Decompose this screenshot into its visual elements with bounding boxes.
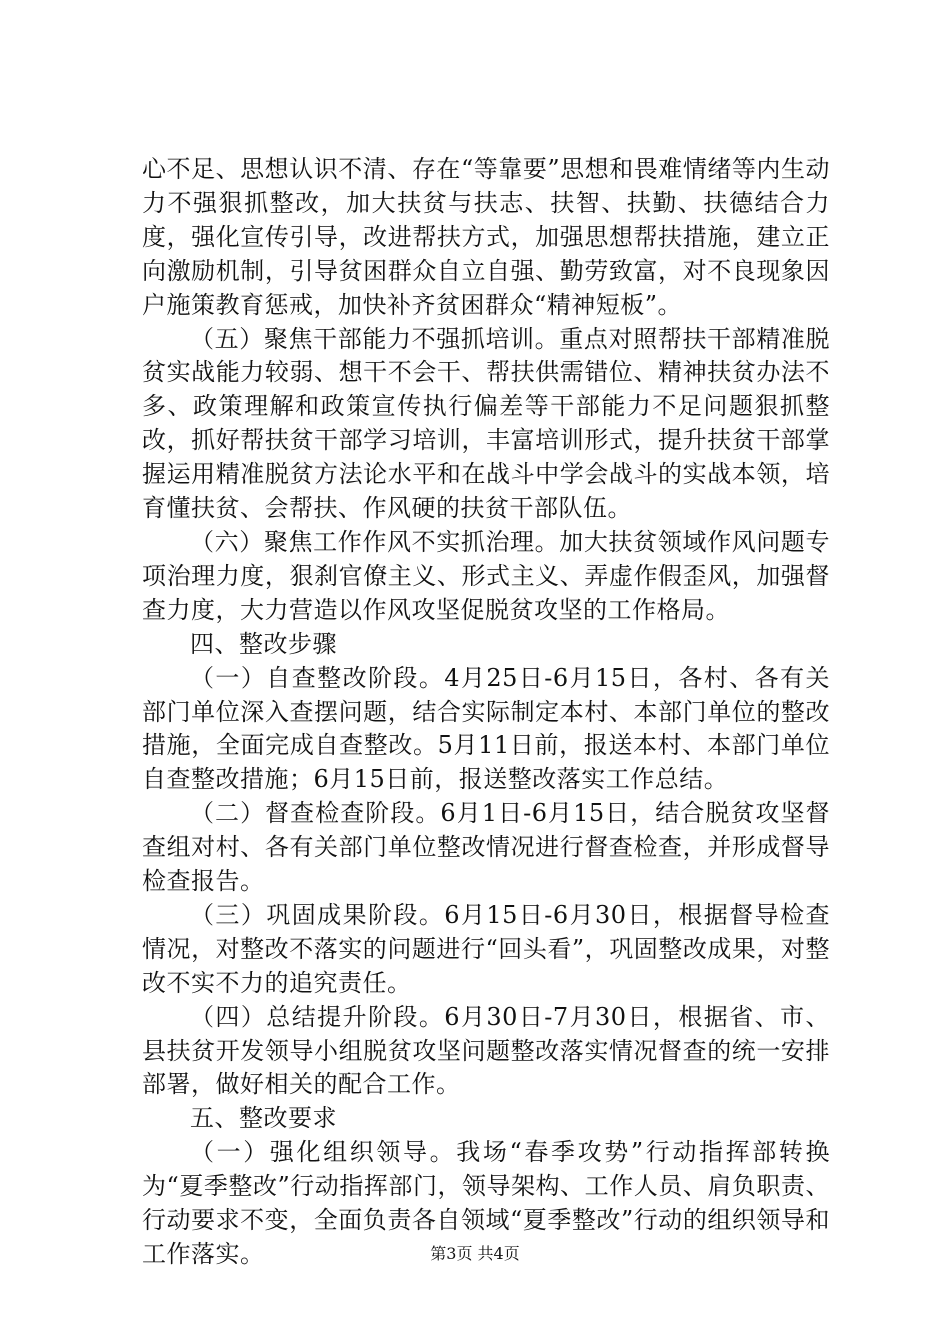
paragraph-leadership: （一）强化组织领导。我场“春季攻势”行动指挥部转换为“夏季整改”行动指挥部门，领导架构、工作人员、肩负职责、行动要求不变，全面负责各自领域“夏季整改”行动的组织领导和工作落实。 [142, 1138, 830, 1268]
paragraph-consolidation: （三）巩固成果阶段。6月15日-6月30日，根据督导检查情况，对整改不落实的问题进行“回头看”，巩固整改成果，对整改不实不力的追究责任。 [142, 900, 830, 997]
paragraph-self-inspection: （一）自查整改阶段。4月25日-6月15日，各村、各有关部门单位深入查摆问题，结合实际制定本村、本部门单位的整改措施，全面完成自查整改。5月11日前，报送本村、本部门单位自查整改措施；6月15日前，报送整改落实工作总结。 [142, 663, 830, 794]
paragraph-summary: （四）总结提升阶段。6月30日-7月30日，根据省、市、县扶贫开发领导小组脱贫攻坚问题整改落实情况督查的统一安排部署，做好相关的配合工作。 [142, 1002, 830, 1099]
paragraph-continuation: 心不足、思想认识不清、存在“等靠要”思想和畏难情绪等内生动力不强狠抓整改，加大扶贫与扶志、扶智、扶勤、扶德结合力度，强化宣传引导，改进帮扶方式，加强思想帮扶措施，建立正向激励机制，引导贫困群众自立自强、勤劳致富，对不良现象因户施策教育惩戒，加快补齐贫困群众“精神短板”。 [142, 155, 830, 319]
section-heading-steps: 四、整改步骤 [190, 629, 337, 658]
document-body [142, 153, 830, 1272]
paragraph-work-style: （六）聚焦工作作风不实抓治理。加大扶贫领域作风问题专项治理力度，狠刹官僚主义、形式主义、弄虚作假歪风，加强督查力度，大力营造以作风攻坚促脱贫攻坚的工作格局。 [142, 527, 830, 624]
paragraph-supervision: （二）督查检查阶段。6月1日-6月15日，结合脱贫攻坚督查组对村、各有关部门单位整改情况进行督查检查，并形成督导检查报告。 [142, 799, 830, 896]
paragraph-cadre-training: （五）聚焦干部能力不强抓培训。重点对照帮扶干部精准脱贫实战能力较弱、想干不会干、帮扶供需错位、精神扶贫办法不多、政策理解和政策宣传执行偏差等干部能力不足问题狠抓整改，抓好帮扶贫干部学习培训，丰富培训形式，提升扶贫干部掌握运用精准脱贫方法论水平和在战斗中学会战斗的实战本领，培育懂扶贫、会帮扶、作风硬的扶贫干部队伍。 [142, 324, 830, 523]
page-number-footer: 第3页 共4页 [430, 1244, 520, 1263]
section-heading-requirements: 五、整改要求 [190, 1104, 337, 1133]
